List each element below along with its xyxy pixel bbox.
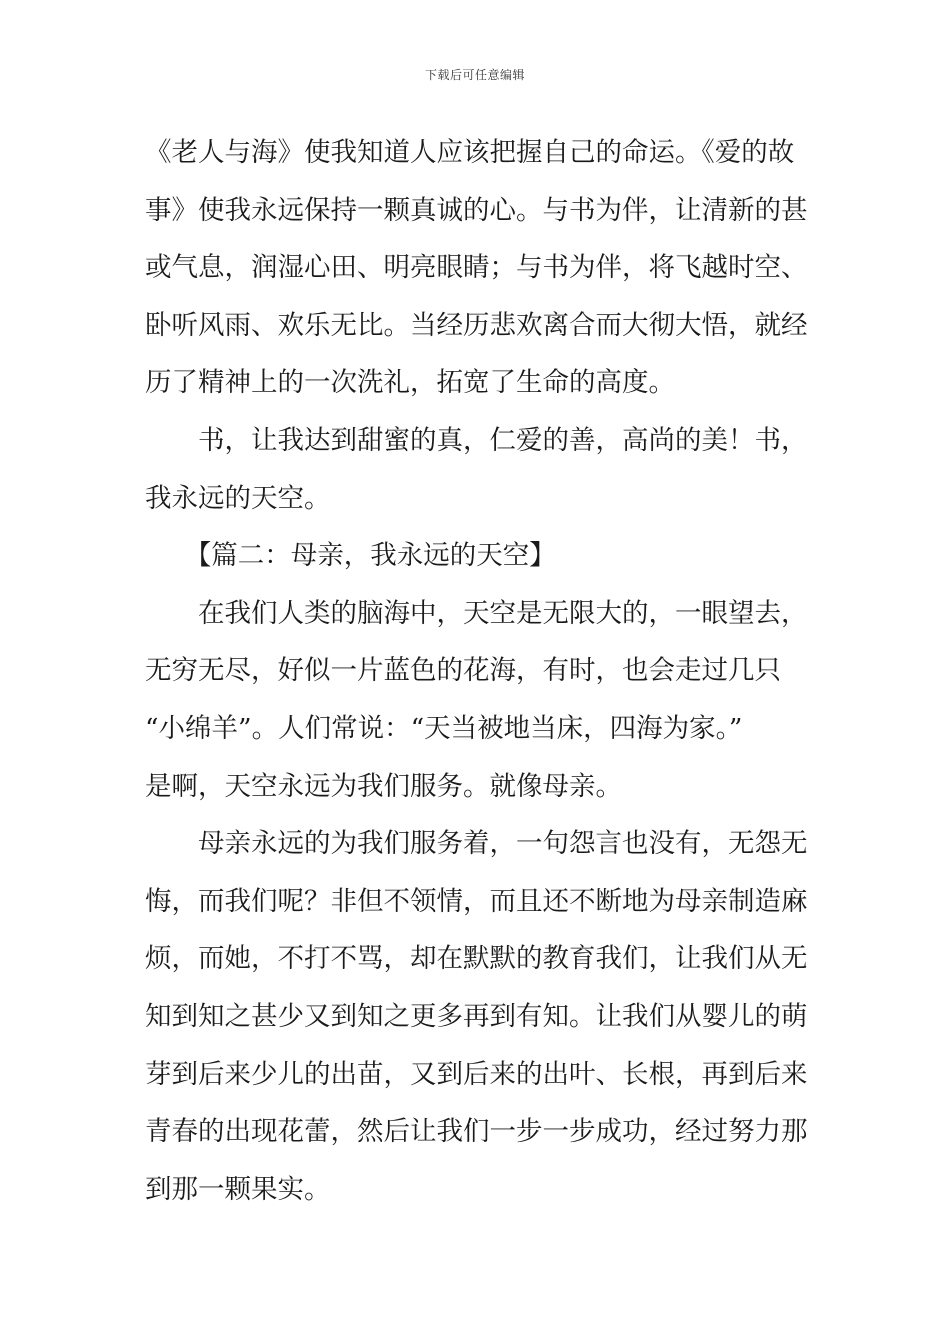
text-line: 到那一颗果实。 (145, 1173, 331, 1205)
text-line: 事》使我永远保持一颗真诚的心。与书为伴，让清新的甚 (145, 194, 807, 226)
text-line: 烦，而她，不打不骂，却在默默的教育我们，让我们从无 (145, 943, 807, 975)
text-line: 知到知之甚少又到知之更多再到有知。让我们从婴儿的萌 (145, 1000, 807, 1032)
document-body (145, 124, 807, 1218)
text-line: 悔，而我们呢？非但不领情，而且还不断地为母亲制造麻 (145, 885, 807, 917)
text-line: 书，让我达到甜蜜的真，仁爱的善，高尚的美！书， (145, 424, 807, 456)
text-line: 《老人与海》使我知道人应该把握自己的命运。《爱的故 (145, 137, 795, 168)
text-line: 卧听风雨、欢乐无比。当经历悲欢离合而大彻大悟，就经 (145, 309, 807, 341)
text-line: 我永远的天空。 (145, 482, 331, 514)
text-line: 青春的出现花蕾，然后让我们一步一步成功，经过努力那 (145, 1116, 807, 1148)
text-line: 或气息，润湿心田、明亮眼睛；与书为伴，将飞越时空、 (145, 252, 807, 284)
text-line: 是啊，天空永远为我们服务。就像母亲。 (145, 770, 622, 802)
text-line: “小绵羊”。人们常说：“天当被地当床，四海为家。” (145, 712, 743, 744)
text-line: 无穷无尽，好似一片蓝色的花海，有时，也会走过几只 (145, 655, 781, 687)
text-line: 芽到后来少儿的出苗，又到后来的出叶、长根，再到后来 (145, 1058, 807, 1090)
page-header: 下载后可任意编辑 (424, 68, 525, 82)
text-line: 母亲永远的为我们服务着，一句怨言也没有，无怨无 (145, 828, 807, 860)
section-heading: 【篇二：母亲，我永远的天空】 (145, 540, 556, 572)
text-line: 在我们人类的脑海中，天空是无限大的，一眼望去， (145, 597, 807, 629)
text-line: 历了精神上的一次洗礼，拓宽了生命的高度。 (145, 367, 675, 399)
